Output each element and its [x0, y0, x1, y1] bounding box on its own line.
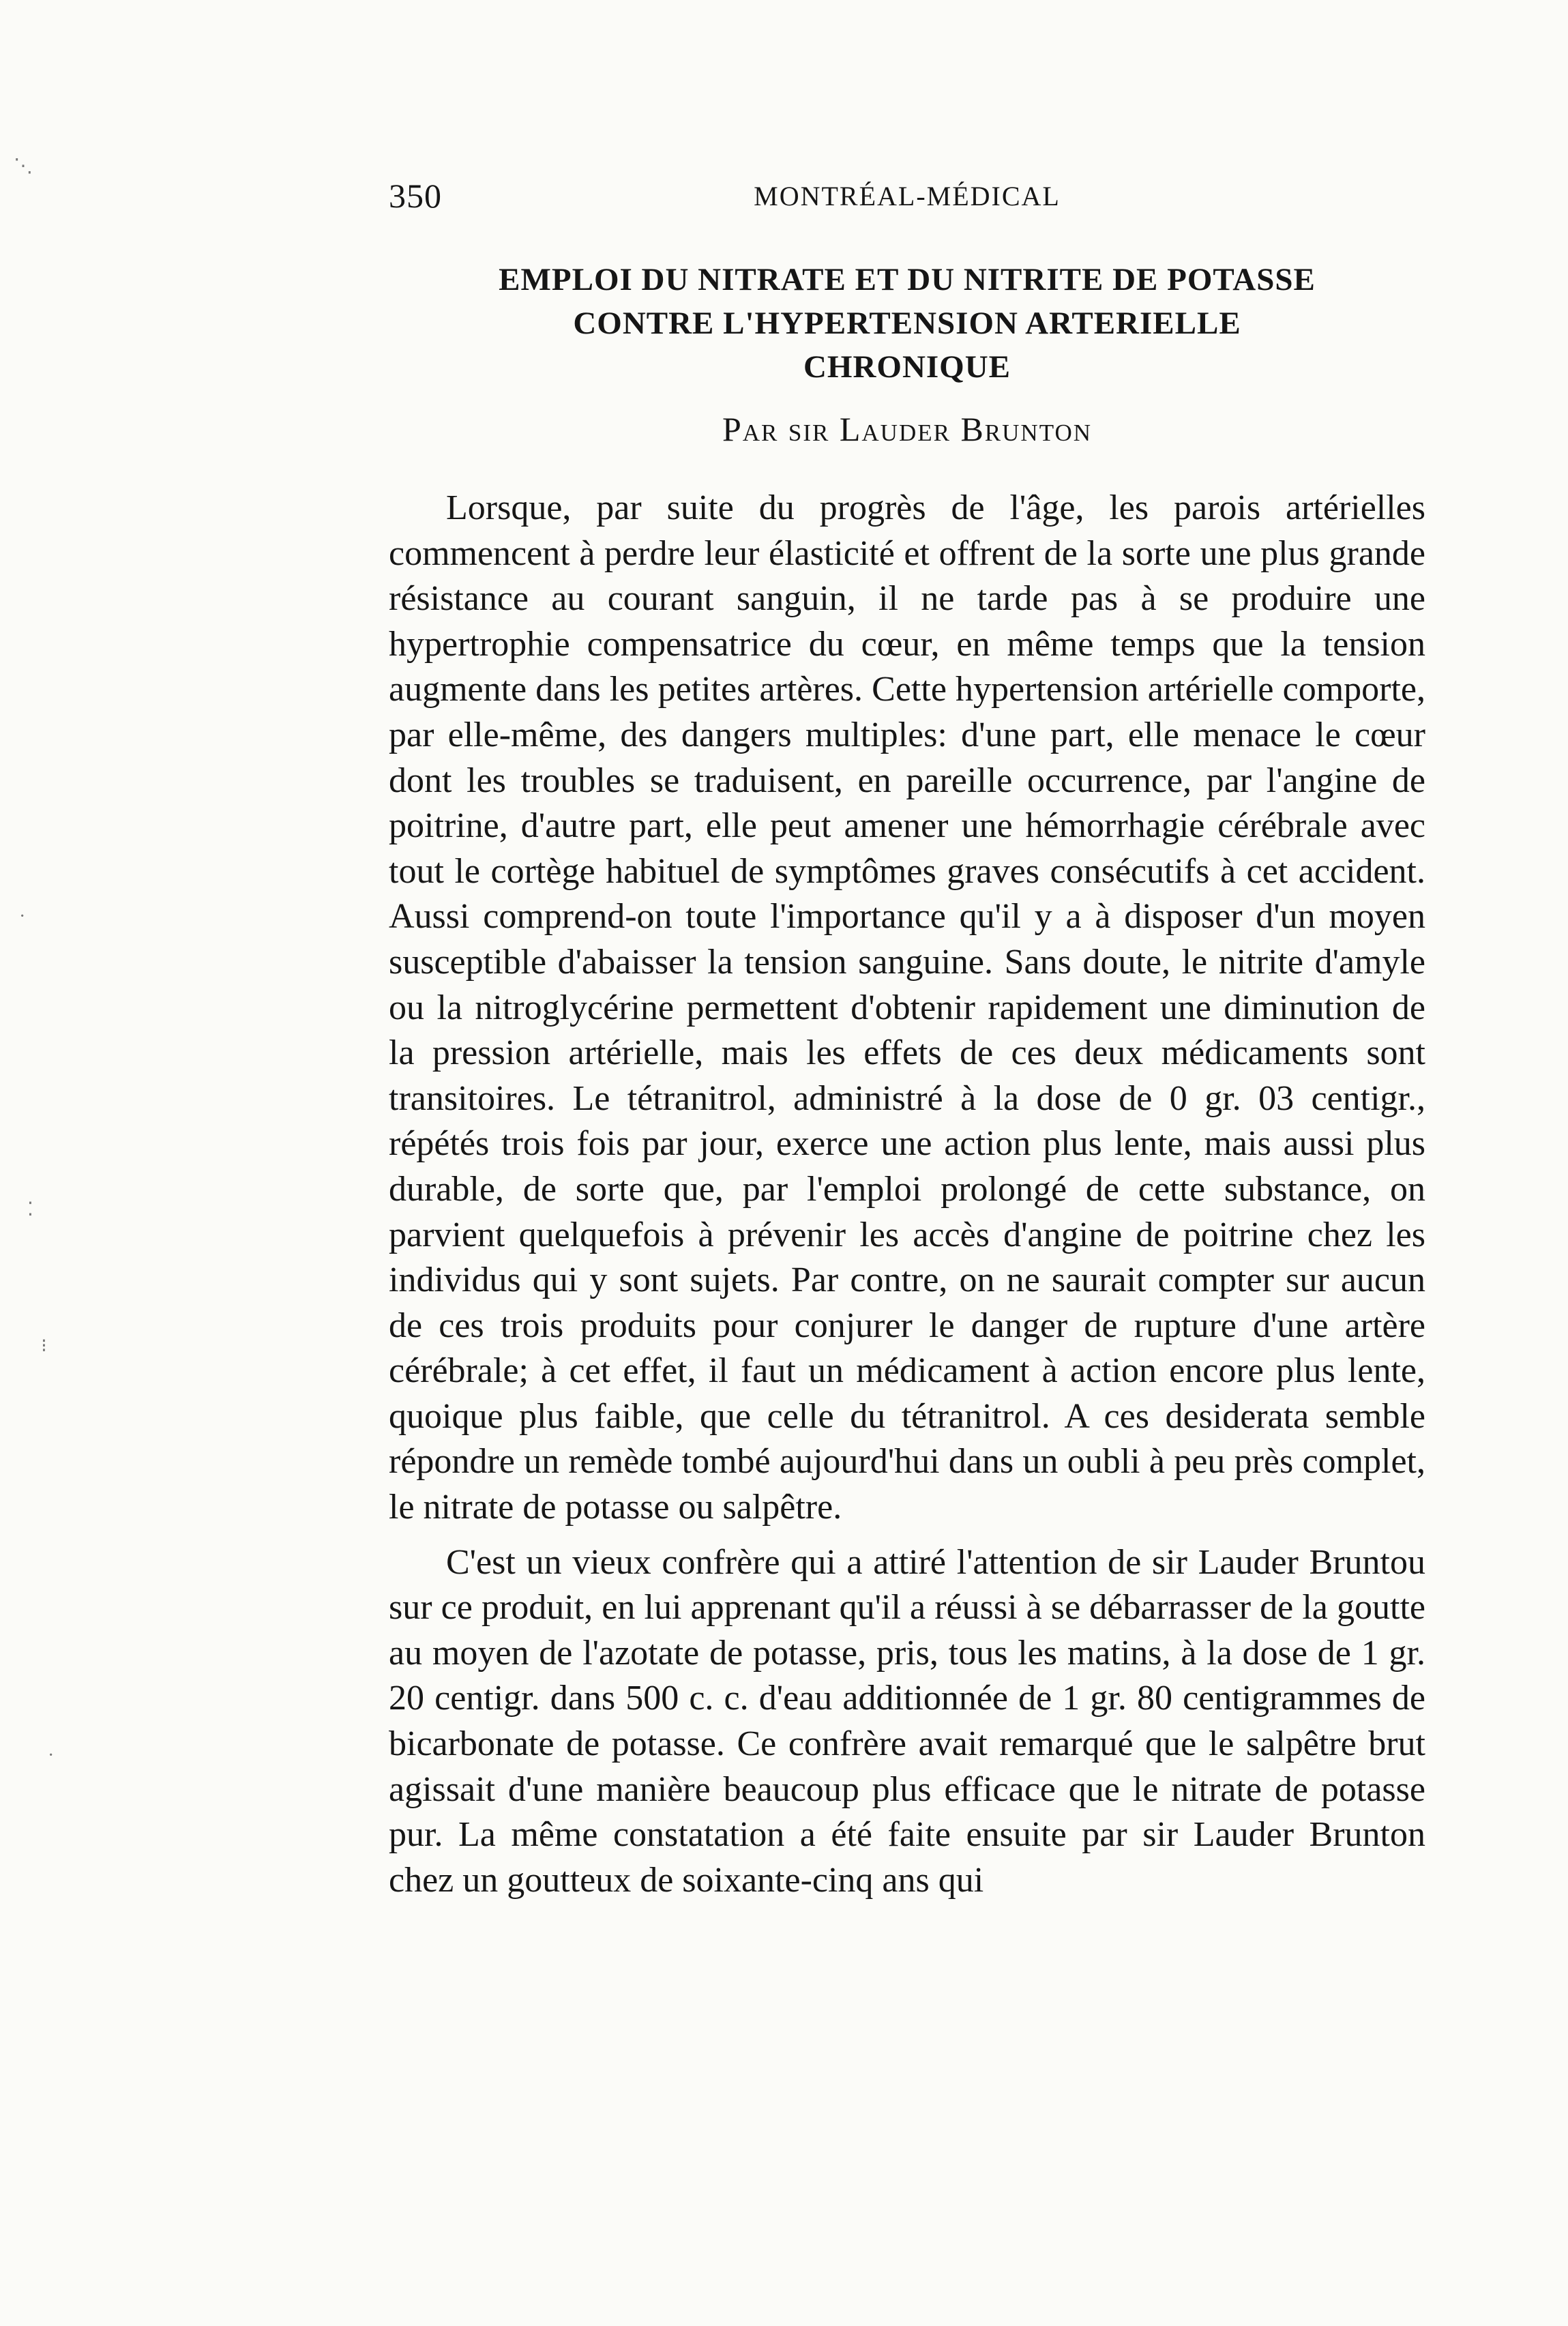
- running-head: [389, 176, 1425, 217]
- scan-mark: ·: [19, 906, 26, 927]
- title-line: EMPLOI DU NITRATE ET DU NITRITE DE POTASSE: [499, 262, 1316, 297]
- author-byline: Par sir Lauder Brunton: [722, 410, 1093, 448]
- title-line: CHRONIQUE: [803, 349, 1011, 385]
- title-line: CONTRE L'HYPERTENSION ARTERIELLE: [573, 306, 1241, 341]
- article-body: [389, 486, 1425, 1903]
- journal-name: MONTRÉAL-MÉDICAL: [754, 181, 1061, 211]
- body-paragraph: Lorsque, par suite du progrès de l'âge, les parois artérielles commencent à perdre leur élasticité et offrent de la sorte une plus grande résistance au courant sanguin, il ne tarde pas à se produire une hypertrophie compensatrice du cœur, en même temps que la tension augmente dans les petites artères. Cette hypertension artérielle comporte, par elle-même, des dangers multiples: d'une part, elle menace le cœur dont les troubles se traduisent, en pareille occurrence, par l'angine de poitrine, d'autre part, elle peut amener une hémorrhagie cérébrale avec tout le cortège habituel de symptômes graves consécutifs à cet accident. Aussi comprend-on toute l'importance qu'il y a à disposer d'un moyen susceptible d'abaisser la tension sanguine. Sans doute, le nitrite d'amyle ou la nitroglycérine permettent d'obtenir rapidement une diminution de la pression artérielle, mais les effets de ces deux médicaments sont transitoires. Le tétranitrol, administré à la dose de 0 gr. 03 centigr., répétés trois fois par jour, exerce une action plus lente, mais aussi plus durable, de sorte que, par l'emploi prolongé de cette substance, on parvient quelquefois à prévenir les accès d'angine de poitrine chez les individus qui y sont sujets. Par contre, on ne saurait compter sur aucun de ces trois produits pour conjurer le danger de rupture d'une artère cérébrale; à cet effet, il faut un médicament à action encore plus lente, quoique plus faible, que celle du tétranitrol. A ces desiderata semble répondre un remède tombé aujourd'hui dans un oubli à peu près complet, le nitrate de potasse ou salpêtre.: [389, 488, 1425, 1527]
- scan-mark: ⁚: [27, 1199, 33, 1220]
- article-title: [389, 258, 1425, 389]
- scan-mark: ·: [48, 1745, 55, 1766]
- scan-mark: ⁝: [41, 1336, 47, 1357]
- scan-mark: ⋱: [14, 156, 33, 177]
- body-paragraph: C'est un vieux confrère qui a attiré l'attention de sir Lauder Bruntou sur ce produit, en lui apprenant qu'il a réussi à se débarrasser de la goutte au moyen de l'azotate de potasse, pris, tous les matins, à la dose de 1 gr. 20 centigr. dans 500 c. c. d'eau additionnée de 1 gr. 80 centigrammes de bicarbonate de potasse. Ce confrère avait remarqué que le salpêtre brut agissait d'une manière beaucoup plus efficace que le nitrate de potasse pur. La même constatation a été faite ensuite par sir Lauder Brunton chez un goutteux de soixante-cinq ans qui: [389, 1542, 1425, 1900]
- page-number: 350: [389, 177, 442, 215]
